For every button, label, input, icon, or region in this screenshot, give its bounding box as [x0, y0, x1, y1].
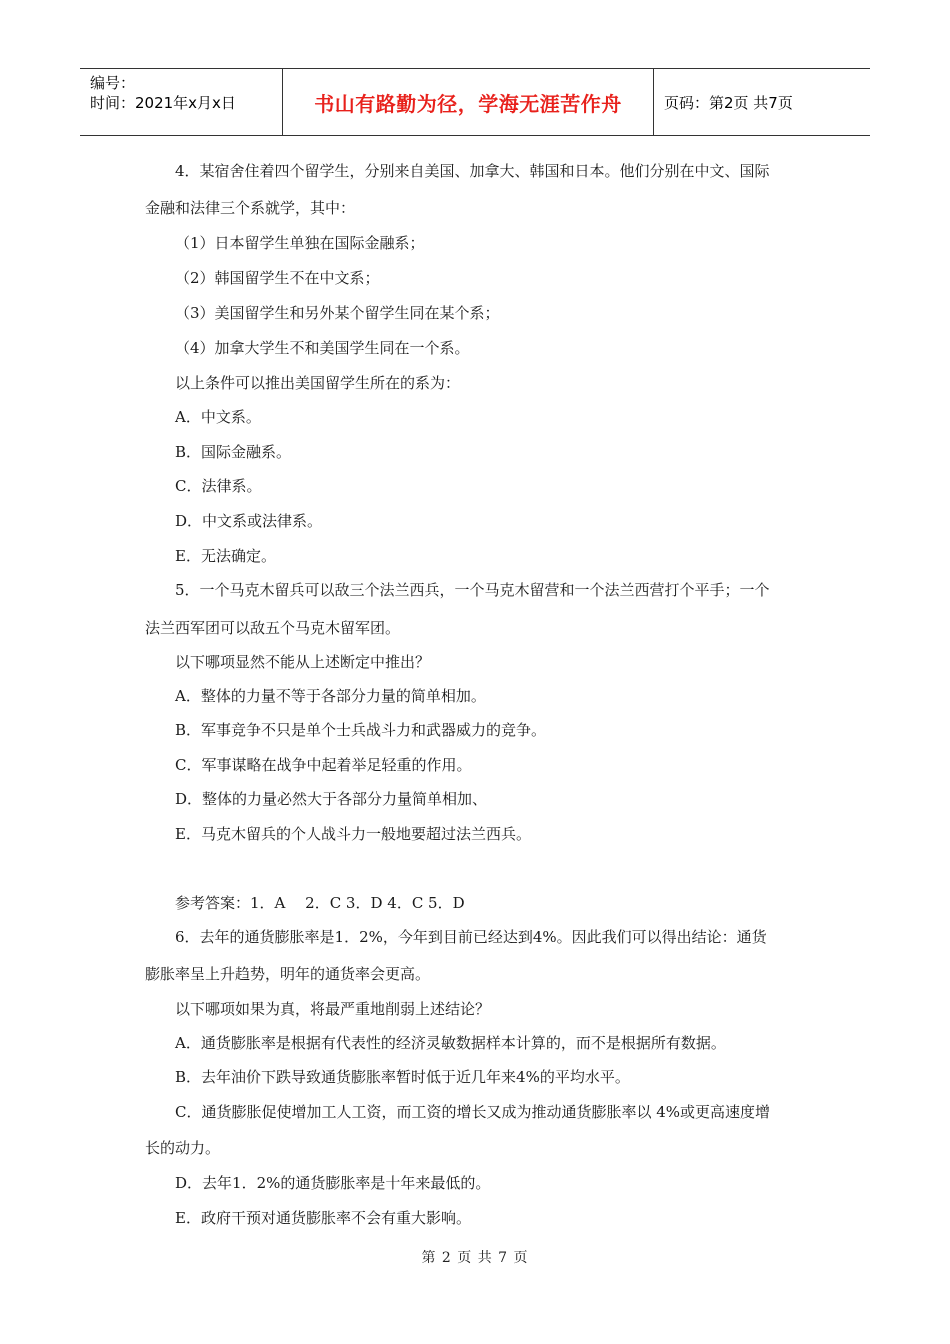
text-line: C．军事谋略在战争中起着举足轻重的作用。 [175, 756, 472, 774]
text-line: （4）加拿大学生不和美国学生同在一个系。 [175, 339, 470, 357]
header-motto: 书山有路勤为径，学海无涯苦作舟 [282, 69, 654, 135]
page-header [80, 68, 870, 136]
text-line: 以上条件可以推出美国留学生所在的系为： [175, 374, 461, 392]
header-meta [80, 69, 282, 135]
text-line: E．马克木留兵的个人战斗力一般地要超过法兰西兵。 [175, 825, 531, 843]
text-line: A．中文系。 [175, 408, 261, 426]
text-line: B．国际金融系。 [175, 443, 292, 461]
text-line: 金融和法律三个系就学，其中： [145, 199, 356, 217]
header-page-code: 页码：第2页 共7页 [664, 93, 793, 112]
text-line: 法兰西军团可以敌五个马克木留军团。 [145, 619, 401, 637]
text-line: 膨胀率呈上升趋势，明年的通货率会更高。 [145, 965, 431, 983]
document-time-label: 时间：2021年x月x日 [90, 94, 236, 112]
text-line: 以下哪项如果为真，将最严重地削弱上述结论？ [175, 1000, 491, 1018]
page-footer [0, 1247, 950, 1267]
text-line: C．法律系。 [175, 477, 262, 495]
text-line: A．整体的力量不等于各部分力量的简单相加。 [175, 687, 486, 705]
text-line: 5．一个马克木留兵可以敌三个法兰西兵，一个马克木留营和一个法兰西营打个平手；一个 [175, 581, 770, 599]
text-line: （3）美国留学生和另外某个留学生同在某个系； [175, 304, 500, 322]
footer-page-number: 第 2 页 共 7 页 [421, 1250, 529, 1266]
text-line: D．整体的力量必然大于各部分力量简单相加、 [175, 790, 488, 808]
document-number-label: 编号： [90, 74, 136, 92]
text-line: 以下哪项显然不能从上述断定中推出？ [175, 653, 431, 671]
text-line: E．政府干预对通货膨胀率不会有重大影响。 [175, 1209, 471, 1227]
text-line: （2）韩国留学生不在中文系； [175, 269, 380, 287]
text-line: （1）日本留学生单独在国际金融系； [175, 234, 425, 252]
text-line: 4．某宿舍住着四个留学生，分别来自美国、加拿大、韩国和日本。他们分别在中文、国际 [175, 162, 770, 180]
text-line: A．通货膨胀率是根据有代表性的经济灵敏数据样本计算的，而不是根据所有数据。 [175, 1034, 726, 1052]
text-line: 6．去年的通货膨胀率是1．2%，今年到目前已经达到4%。因此我们可以得出结论：通货 [175, 928, 767, 946]
text-line: D．中文系或法律系。 [175, 512, 323, 530]
text-line: E．无法确定。 [175, 547, 276, 565]
answer-key: 参考答案：1．A 2．C 3．D 4．C 5．D [175, 894, 465, 912]
text-line: B．去年油价下跌导致通货膨胀率暂时低于近几年来4%的平均水平。 [175, 1068, 630, 1086]
text-line: 长的动力。 [145, 1139, 221, 1157]
text-line: B．军事竞争不只是单个士兵战斗力和武器威力的竞争。 [175, 721, 547, 739]
text-line: D．去年1．2%的通货膨胀率是十年来最低的。 [175, 1174, 491, 1192]
text-line: C．通货膨胀促使增加工人工资，而工资的增长又成为推动通货膨胀率以 4%或更高速度增 [175, 1103, 771, 1121]
